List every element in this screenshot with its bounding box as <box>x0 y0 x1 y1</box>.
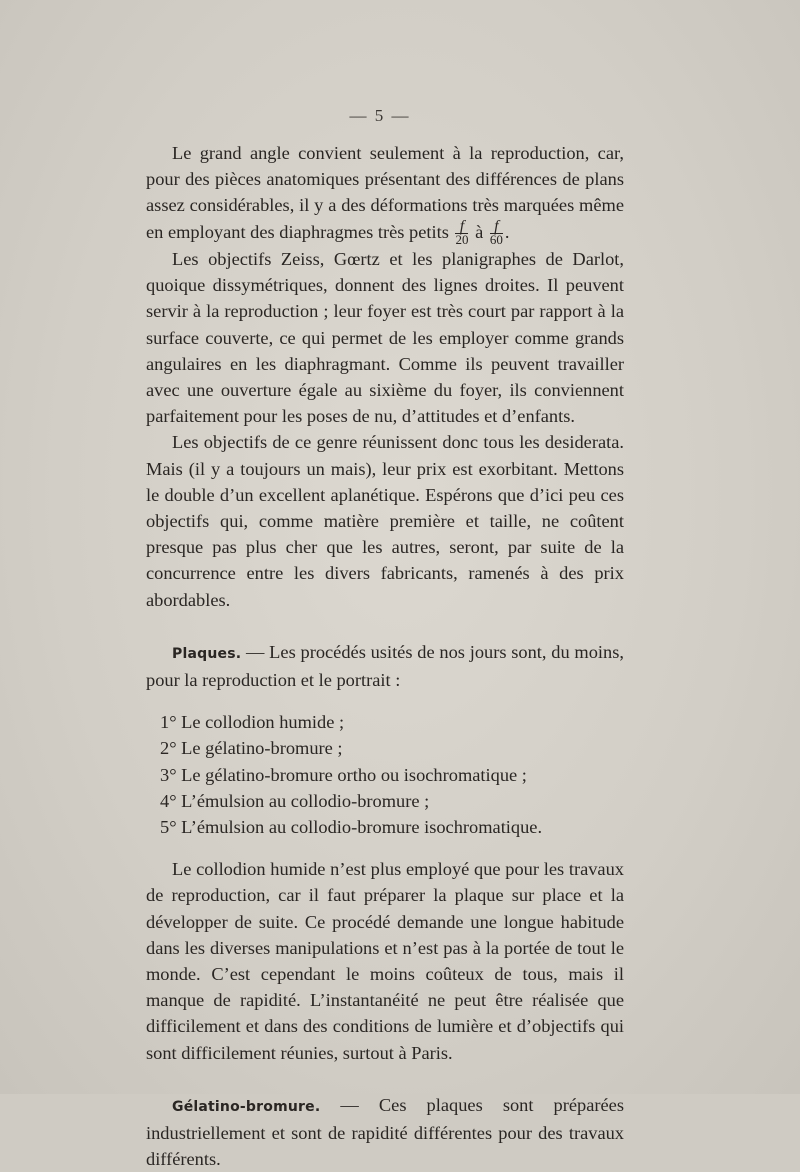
section-heading-plaques: Plaques. <box>172 645 242 662</box>
process-list <box>146 709 624 840</box>
paragraph-objectifs-zeiss: Les objectifs Zeiss, Gœrtz et les planigraphes de Darlot, quoique dissymétriques, donnent des lignes droites. Il peuvent servir à la reproduction ; leur foyer est très court par rapport à la surface couverte, ce qui permet de les employer comme grands angulaires en les diaphragmant. Comme ils peuvent travailler avec une ouverture égale au sixième du foyer, ils conviennent parfaitement pour les poses de nu, d’attitudes et d’enfants. <box>146 248 624 427</box>
list-item: 2° Le gélatino-bromure ; <box>160 738 343 759</box>
paragraph-text: Le grand angle convient seulement à la reproduction, car, pour des pièces anatomiques présentant des différences de plans assez considérables, il y a des déformations très marquées même en employant des diaphragmes très petits <box>146 143 624 242</box>
fraction-f-60: $\frac{f}{60}$ <box>489 217 503 247</box>
paragraph-plaques: Plaques. — Les procédés usités de nos jours sont, du moins, pour la reproduction et le portrait : <box>146 641 624 690</box>
paragraph-gelatino: Gélatino-bromure. — Ces plaques sont préparées industriellement et sont de rapidité différentes pour des travaux différents. <box>146 1094 624 1170</box>
paragraph-desiderata: Les objectifs de ce genre réunissent donc tous les desiderata. Mais (il y a toujours un mais), leur prix est exorbitant. Mettons le double d’un excellent aplanétique. Espérons que d’ici peu ces objectifs qui, comme matière première et taille, ne coûtent presque pas plus cher que les autres, seront, par suite de la concurrence entre les divers fabricants, ramenés à des prix abordables. <box>146 432 624 610</box>
paragraph-grand-angle: Le grand angle convient seulement à la reproduction, car, pour des pièces anatomiques présentant des différences de plans assez considérables, il y a des déformations très marquées même en employant des diaphragmes très petits $\frac{f}{20}$ à $\frac{f}{60}$ . <box>146 143 624 247</box>
paragraph-collodion: Le collodion humide n’est plus employé que pour les travaux de reproduction, car il faut préparer la plaque sur place et la développer de suite. Ce procédé demande une longue habitude dans les diverses manipulations et n’est pas à la portée de tout le monde. C’est cependant le moins coûteux de tous, mais il manque de rapidité. L’instantanéité ne peut être réalisée que difficilement et dans des conditions de lumière et d’objectifs qui sont difficilement réunies, surtout à Paris. <box>146 859 624 1063</box>
section-heading-gelatino: Gélatino-bromure. <box>172 1098 321 1115</box>
list-item: 5° L’émulsion au collodio-bromure isochromatique. <box>160 816 543 837</box>
list-item: 3° Le gélatino-bromure ortho ou isochromatique ; <box>160 764 527 785</box>
fraction-f-20: $\frac{f}{20}$ <box>455 217 469 247</box>
page-body <box>146 140 624 1172</box>
list-item: 4° L’émulsion au collodio-bromure ; <box>160 790 430 811</box>
list-item: 1° Le collodion humide ; <box>160 712 345 733</box>
page-number: — 5 — <box>349 106 411 125</box>
